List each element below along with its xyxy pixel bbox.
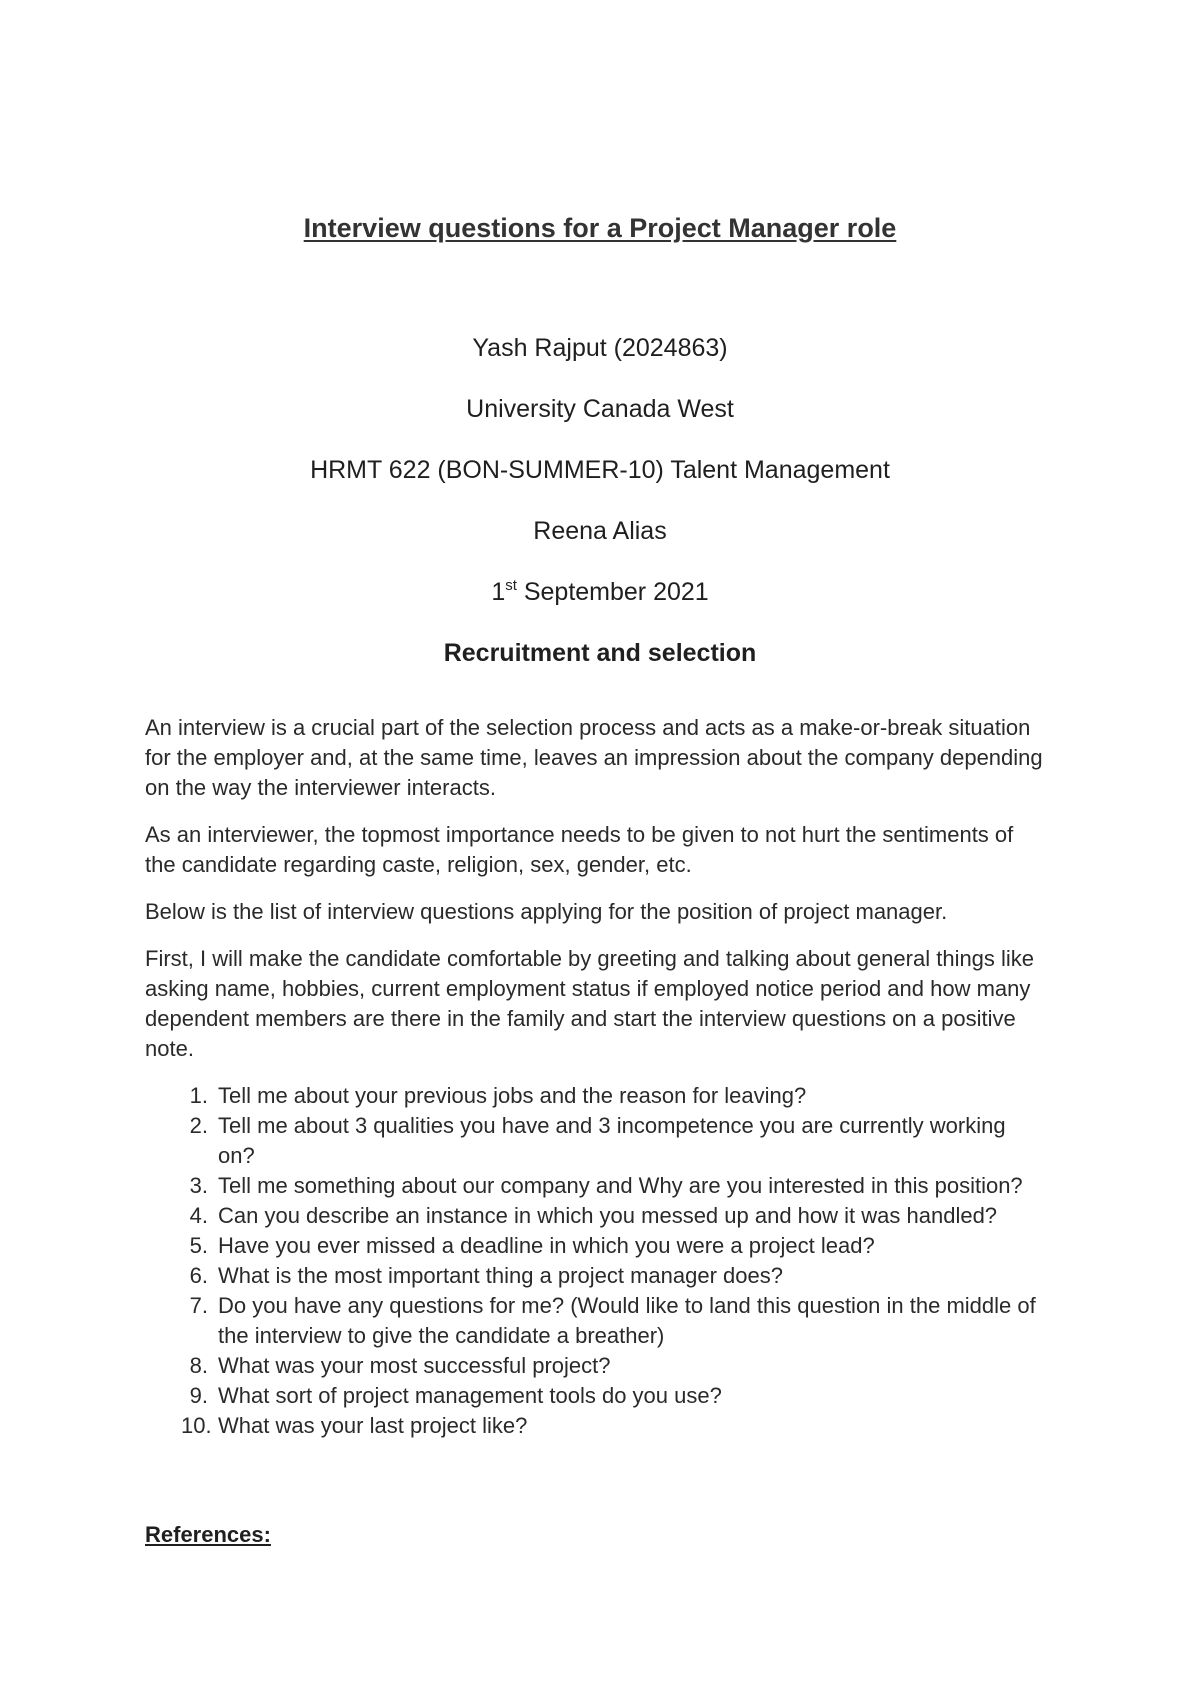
list-number: 4. (189, 1203, 208, 1228)
list-item (145, 1111, 1045, 1171)
list-text: Do you have any questions for me? (Would like to land this question in the middle of the interview to give the candidate a breather) (218, 1293, 1036, 1348)
list-item (145, 1351, 1045, 1381)
list-item (145, 1231, 1045, 1261)
institution-line: University Canada West (466, 395, 734, 423)
list-number: 10. (181, 1413, 212, 1438)
list-number: 1. (189, 1083, 208, 1108)
list-item (145, 1201, 1045, 1231)
list-text: What was your last project like? (218, 1413, 528, 1438)
paragraph: First, I will make the candidate comfortable by greeting and talking about general things like asking name, hobbies, current employment status if employed notice period and how many dependent members are there in the family and start the interview questions on a positive note. (145, 946, 1035, 1061)
list-text: Tell me about your previous jobs and the reason for leaving? (218, 1083, 807, 1108)
instructor-line: Reena Alias (533, 517, 667, 545)
list-text: Have you ever missed a deadline in which you were a project lead? (218, 1233, 875, 1258)
list-item (145, 1411, 1045, 1441)
list-item (145, 1261, 1045, 1291)
paragraph: As an interviewer, the topmost importance needs to be given to not hurt the sentiments of the candidate regarding caste, religion, sex, gender, etc. (145, 822, 1014, 877)
section-heading: Recruitment and selection (443, 639, 757, 667)
list-item (145, 1171, 1045, 1201)
date-day: 1 (491, 578, 506, 606)
list-number: 3. (189, 1173, 208, 1198)
list-text: What sort of project management tools do you use? (218, 1383, 722, 1408)
date-suffix: st (505, 576, 517, 594)
list-text: What is the most important thing a project manager does? (218, 1263, 783, 1288)
date-rest: September 2021 (516, 578, 709, 606)
list-item (145, 1381, 1045, 1411)
page-title: Interview questions for a Project Manager role (303, 213, 897, 243)
list-item (145, 1291, 1045, 1351)
paragraph: Below is the list of interview questions applying for the position of project manager. (145, 899, 948, 924)
list-text: Tell me something about our company and Why are you interested in this position? (218, 1173, 1023, 1198)
list-text: What was your most successful project? (218, 1353, 611, 1378)
list-number: 7. (189, 1293, 208, 1318)
list-number: 8. (189, 1353, 208, 1378)
list-number: 5. (189, 1233, 208, 1258)
list-number: 6. (189, 1263, 208, 1288)
list-item (145, 1081, 1045, 1111)
list-text: Can you describe an instance in which you messed up and how it was handled? (218, 1203, 998, 1228)
course-line: HRMT 622 (BON-SUMMER-10) Talent Management (310, 456, 890, 484)
references-heading: References: (145, 1522, 271, 1547)
author-line: Yash Rajput (2024863) (472, 334, 728, 362)
date-line (0, 577, 1200, 607)
list-number: 2. (189, 1113, 208, 1138)
body-text (145, 713, 1045, 1441)
list-text: Tell me about 3 qualities you have and 3 incompetence you are currently working on? (218, 1113, 1006, 1168)
list-number: 9. (189, 1383, 208, 1408)
paragraph: An interview is a crucial part of the selection process and acts as a make-or-break situation for the employer and, at the same time, leaves an impression about the company depending on the way the interviewer interacts. (145, 715, 1043, 800)
question-list (145, 1081, 1045, 1441)
